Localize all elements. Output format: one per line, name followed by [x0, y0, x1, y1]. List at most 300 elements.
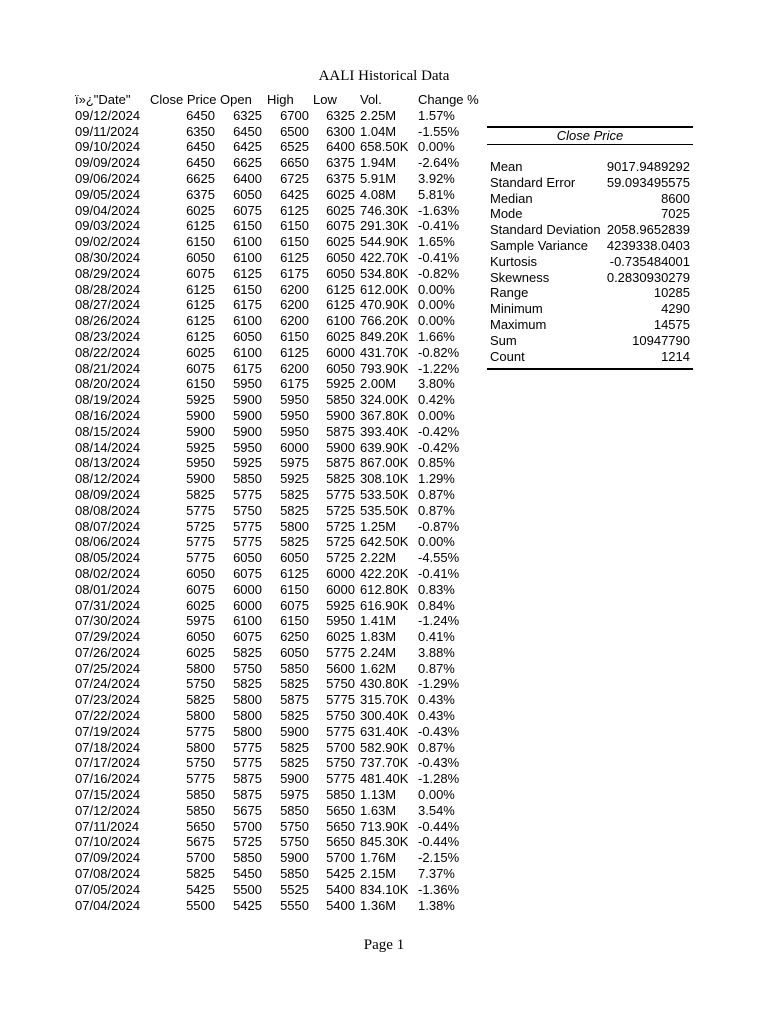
cell-high: 5825 [280, 708, 309, 724]
cell-change: 0.00% [418, 281, 455, 297]
cell-low: 5850 [326, 392, 355, 408]
cell-date: 07/09/2024 [75, 850, 141, 866]
header-close-price: Close Price [150, 92, 217, 107]
cell-date: 08/09/2024 [75, 486, 141, 502]
cell-low: 6025 [326, 328, 355, 344]
cell-low: 6400 [326, 139, 355, 155]
cell-high: 5950 [280, 423, 309, 439]
cell-change: -1.36% [418, 881, 460, 897]
cell-open: 5750 [233, 502, 262, 518]
cell-date: 08/23/2024 [75, 328, 141, 344]
cell-close-price: 5825 [186, 486, 215, 502]
cell-close-price: 5925 [186, 439, 215, 455]
cell-change: 0.00% [418, 787, 455, 803]
stat-row [487, 301, 693, 317]
cell-high: 5975 [280, 455, 309, 471]
cell-volume: 422.70K [360, 249, 409, 265]
cell-date: 08/05/2024 [75, 550, 141, 566]
cell-change: 0.00% [418, 297, 455, 313]
cell-change: 0.43% [418, 708, 455, 724]
cell-change: 3.92% [418, 170, 455, 186]
cell-change: 0.84% [418, 597, 455, 613]
cell-close-price: 6450 [186, 139, 215, 155]
cell-high: 5950 [280, 392, 309, 408]
cell-volume: 2.22M [360, 550, 397, 566]
cell-low: 5650 [326, 834, 355, 850]
header-volume: Vol. [360, 92, 382, 107]
stat-label: Standard Deviation [490, 222, 601, 238]
cell-open: 5800 [233, 692, 262, 708]
stat-label: Mode [490, 206, 523, 222]
stat-label: Sum [490, 332, 517, 348]
cell-volume: 713.90K [360, 818, 409, 834]
cell-open: 5900 [233, 423, 262, 439]
cell-change: -0.41% [418, 218, 460, 234]
cell-open: 5775 [233, 534, 262, 550]
cell-close-price: 5825 [186, 866, 215, 882]
cell-open: 5675 [233, 802, 262, 818]
cell-high: 5975 [280, 787, 309, 803]
cell-date: 08/21/2024 [75, 360, 141, 376]
cell-close-price: 5425 [186, 881, 215, 897]
cell-open: 6100 [233, 249, 262, 265]
cell-open: 5825 [233, 644, 262, 660]
cell-close-price: 6075 [186, 265, 215, 281]
cell-date: 09/09/2024 [75, 155, 141, 171]
cell-change: 1.57% [418, 107, 455, 123]
stat-row [487, 333, 693, 349]
cell-open: 6050 [233, 550, 262, 566]
cell-date: 07/16/2024 [75, 771, 141, 787]
cell-low: 5650 [326, 818, 355, 834]
cell-high: 6150 [280, 234, 309, 250]
cell-close-price: 5775 [186, 502, 215, 518]
cell-high: 5525 [280, 881, 309, 897]
cell-open: 6075 [233, 565, 262, 581]
cell-volume: 845.30K [360, 834, 409, 850]
stat-label: Kurtosis [490, 253, 537, 269]
cell-low: 6125 [326, 297, 355, 313]
cell-date: 07/23/2024 [75, 692, 141, 708]
cell-change: 0.00% [418, 534, 455, 550]
stat-label: Maximum [490, 316, 547, 332]
cell-close-price: 6625 [186, 170, 215, 186]
cell-open: 5775 [233, 518, 262, 534]
cell-open: 5825 [233, 676, 262, 692]
cell-close-price: 6050 [186, 629, 215, 645]
cell-change: 5.81% [418, 186, 455, 202]
cell-change: -0.43% [418, 723, 460, 739]
cell-change: -1.24% [418, 613, 460, 629]
cell-open: 5725 [233, 834, 262, 850]
cell-volume: 1.36M [360, 897, 397, 913]
cell-open: 6175 [233, 360, 262, 376]
cell-change: 0.41% [418, 629, 455, 645]
stat-label: Skewness [490, 269, 550, 285]
cell-close-price: 5850 [186, 802, 215, 818]
cell-open: 5775 [233, 755, 262, 771]
cell-open: 6425 [233, 139, 262, 155]
cell-change: 3.88% [418, 644, 455, 660]
cell-change: -0.42% [418, 439, 460, 455]
cell-close-price: 5975 [186, 613, 215, 629]
stat-row [487, 175, 693, 191]
cell-close-price: 5900 [186, 423, 215, 439]
cell-open: 6400 [233, 170, 262, 186]
cell-change: -0.82% [418, 265, 460, 281]
cell-low: 5700 [326, 739, 355, 755]
cell-high: 6200 [280, 360, 309, 376]
cell-date: 08/20/2024 [75, 376, 141, 392]
cell-change: 1.38% [418, 897, 455, 913]
cell-change: -0.41% [418, 249, 460, 265]
cell-date: 08/02/2024 [75, 565, 141, 581]
stat-label: Median [490, 190, 533, 206]
cell-low: 5725 [326, 534, 355, 550]
cell-high: 5825 [280, 739, 309, 755]
stat-row [487, 317, 693, 333]
cell-date: 08/29/2024 [75, 265, 141, 281]
cell-high: 6175 [280, 265, 309, 281]
cell-change: 3.80% [418, 376, 455, 392]
stat-value: 10285 [653, 285, 690, 301]
cell-close-price: 6025 [186, 344, 215, 360]
cell-high: 5550 [280, 897, 309, 913]
header-open: Open [220, 92, 252, 107]
stat-value: -0.735484001 [609, 253, 690, 269]
cell-high: 5750 [280, 818, 309, 834]
cell-change: -0.43% [418, 755, 460, 771]
cell-change: 0.85% [418, 455, 455, 471]
cell-change: -0.42% [418, 423, 460, 439]
stat-row [487, 191, 693, 207]
cell-volume: 367.80K [360, 407, 409, 423]
cell-low: 5875 [326, 423, 355, 439]
cell-low: 5850 [326, 787, 355, 803]
cell-close-price: 5850 [186, 787, 215, 803]
cell-close-price: 6350 [186, 123, 215, 139]
cell-change: 0.00% [418, 313, 455, 329]
cell-open: 6175 [233, 297, 262, 313]
cell-date: 09/06/2024 [75, 170, 141, 186]
cell-volume: 1.04M [360, 123, 397, 139]
cell-close-price: 5800 [186, 739, 215, 755]
cell-change: 1.65% [418, 234, 455, 250]
cell-low: 6000 [326, 344, 355, 360]
cell-high: 6200 [280, 281, 309, 297]
cell-close-price: 6150 [186, 376, 215, 392]
cell-open: 5425 [233, 897, 262, 913]
cell-open: 5750 [233, 660, 262, 676]
stat-value: 2058.9652839 [606, 222, 690, 238]
cell-high: 6500 [280, 123, 309, 139]
cell-open: 6000 [233, 581, 262, 597]
cell-change: -0.44% [418, 818, 460, 834]
cell-low: 6300 [326, 123, 355, 139]
cell-date: 08/15/2024 [75, 423, 141, 439]
cell-low: 5400 [326, 897, 355, 913]
cell-high: 6075 [280, 597, 309, 613]
cell-close-price: 6450 [186, 107, 215, 123]
cell-change: 0.87% [418, 660, 455, 676]
cell-close-price: 6125 [186, 297, 215, 313]
cell-close-price: 6025 [186, 597, 215, 613]
cell-date: 07/25/2024 [75, 660, 141, 676]
cell-open: 6625 [233, 155, 262, 171]
cell-low: 6025 [326, 186, 355, 202]
cell-date: 08/28/2024 [75, 281, 141, 297]
cell-date: 08/12/2024 [75, 471, 141, 487]
cell-volume: 737.70K [360, 755, 409, 771]
cell-open: 6100 [233, 313, 262, 329]
cell-volume: 849.20K [360, 328, 409, 344]
cell-close-price: 6125 [186, 313, 215, 329]
cell-low: 5600 [326, 660, 355, 676]
cell-volume: 1.25M [360, 518, 397, 534]
cell-high: 5925 [280, 471, 309, 487]
cell-volume: 1.41M [360, 613, 397, 629]
cell-volume: 2.00M [360, 376, 397, 392]
cell-open: 6000 [233, 597, 262, 613]
cell-date: 07/29/2024 [75, 629, 141, 645]
cell-change: 0.87% [418, 739, 455, 755]
cell-low: 5700 [326, 850, 355, 866]
cell-volume: 300.40K [360, 708, 409, 724]
cell-volume: 1.94M [360, 155, 397, 171]
cell-low: 6050 [326, 265, 355, 281]
stat-row [487, 270, 693, 286]
cell-close-price: 6375 [186, 186, 215, 202]
cell-volume: 2.25M [360, 107, 397, 123]
cell-date: 08/13/2024 [75, 455, 141, 471]
cell-high: 6525 [280, 139, 309, 155]
cell-open: 6100 [233, 613, 262, 629]
cell-volume: 2.15M [360, 866, 397, 882]
cell-high: 6000 [280, 439, 309, 455]
cell-open: 5775 [233, 739, 262, 755]
cell-low: 6100 [326, 313, 355, 329]
cell-high: 6125 [280, 249, 309, 265]
cell-high: 6125 [280, 202, 309, 218]
cell-high: 6150 [280, 218, 309, 234]
cell-low: 6000 [326, 581, 355, 597]
cell-open: 6075 [233, 629, 262, 645]
cell-change: -2.15% [418, 850, 460, 866]
cell-high: 5825 [280, 534, 309, 550]
cell-open: 6450 [233, 123, 262, 139]
cell-date: 08/19/2024 [75, 392, 141, 408]
stat-value: 9017.9489292 [606, 159, 690, 174]
cell-date: 07/19/2024 [75, 723, 141, 739]
cell-low: 6050 [326, 360, 355, 376]
cell-open: 5950 [233, 439, 262, 455]
cell-date: 07/18/2024 [75, 739, 141, 755]
stats-body [487, 159, 693, 364]
cell-change: -1.28% [418, 771, 460, 787]
cell-date: 07/22/2024 [75, 708, 141, 724]
cell-date: 07/04/2024 [75, 897, 141, 913]
cell-date: 08/22/2024 [75, 344, 141, 360]
cell-volume: 612.80K [360, 581, 409, 597]
cell-high: 6150 [280, 613, 309, 629]
close-price-statistics [487, 126, 693, 370]
stat-value: 4290 [661, 301, 690, 317]
cell-volume: 639.90K [360, 439, 409, 455]
cell-open: 5850 [233, 471, 262, 487]
stat-label: Mean [490, 159, 523, 174]
cell-open: 5700 [233, 818, 262, 834]
cell-close-price: 5925 [186, 392, 215, 408]
cell-volume: 4.08M [360, 186, 397, 202]
cell-low: 5750 [326, 676, 355, 692]
cell-high: 6725 [280, 170, 309, 186]
cell-high: 5800 [280, 518, 309, 534]
cell-high: 5875 [280, 692, 309, 708]
cell-volume: 642.50K [360, 534, 409, 550]
cell-date: 08/26/2024 [75, 313, 141, 329]
cell-change: -0.41% [418, 565, 460, 581]
cell-close-price: 6150 [186, 234, 215, 250]
cell-volume: 308.10K [360, 471, 409, 487]
cell-high: 5900 [280, 850, 309, 866]
cell-low: 5925 [326, 597, 355, 613]
cell-volume: 2.24M [360, 644, 397, 660]
cell-low: 6075 [326, 218, 355, 234]
cell-volume: 766.20K [360, 313, 409, 329]
cell-volume: 5.91M [360, 170, 397, 186]
cell-change: 0.43% [418, 692, 455, 708]
page-title: AALI Historical Data [318, 68, 450, 84]
cell-high: 5825 [280, 755, 309, 771]
cell-open: 5900 [233, 392, 262, 408]
stat-row [487, 254, 693, 270]
cell-low: 5775 [326, 644, 355, 660]
cell-low: 5400 [326, 881, 355, 897]
cell-high: 5900 [280, 723, 309, 739]
cell-date: 09/04/2024 [75, 202, 141, 218]
cell-low: 5750 [326, 755, 355, 771]
stat-value: 0.2830930279 [606, 269, 690, 285]
cell-close-price: 5800 [186, 660, 215, 676]
cell-close-price: 5775 [186, 771, 215, 787]
stat-value: 14575 [653, 316, 690, 332]
cell-high: 6050 [280, 644, 309, 660]
stat-value: 8600 [661, 190, 690, 206]
cell-low: 5425 [326, 866, 355, 882]
cell-low: 6025 [326, 202, 355, 218]
cell-low: 5925 [326, 376, 355, 392]
cell-low: 6025 [326, 234, 355, 250]
stat-label: Count [490, 348, 525, 364]
cell-date: 07/31/2024 [75, 597, 141, 613]
cell-volume: 1.83M [360, 629, 397, 645]
cell-date: 08/16/2024 [75, 407, 141, 423]
cell-low: 5725 [326, 550, 355, 566]
cell-close-price: 6025 [186, 644, 215, 660]
cell-volume: 658.50K [360, 139, 409, 155]
cell-open: 6150 [233, 218, 262, 234]
stat-label: Minimum [490, 301, 543, 317]
cell-open: 5875 [233, 787, 262, 803]
cell-change: -0.82% [418, 344, 460, 360]
cell-high: 6175 [280, 376, 309, 392]
cell-volume: 544.90K [360, 234, 409, 250]
stat-row [487, 159, 693, 175]
cell-volume: 867.00K [360, 455, 409, 471]
cell-close-price: 6125 [186, 281, 215, 297]
cell-date: 07/08/2024 [75, 866, 141, 882]
cell-high: 5750 [280, 834, 309, 850]
cell-close-price: 6050 [186, 565, 215, 581]
cell-volume: 1.63M [360, 802, 397, 818]
stat-value: 59.093495575 [606, 174, 690, 190]
cell-open: 6100 [233, 234, 262, 250]
cell-low: 6050 [326, 249, 355, 265]
cell-close-price: 6125 [186, 218, 215, 234]
cell-change: 3.54% [418, 802, 455, 818]
cell-low: 5825 [326, 471, 355, 487]
stat-value: 4239338.0403 [606, 237, 690, 253]
cell-close-price: 6125 [186, 328, 215, 344]
cell-change: 0.87% [418, 502, 455, 518]
cell-change: 0.00% [418, 139, 455, 155]
cell-volume: 291.30K [360, 218, 409, 234]
cell-open: 5925 [233, 455, 262, 471]
cell-close-price: 6450 [186, 155, 215, 171]
cell-high: 5825 [280, 676, 309, 692]
cell-high: 6200 [280, 297, 309, 313]
cell-high: 6200 [280, 313, 309, 329]
cell-close-price: 6050 [186, 249, 215, 265]
cell-date: 07/30/2024 [75, 613, 141, 629]
cell-low: 5775 [326, 486, 355, 502]
header-change: Change % [418, 92, 479, 107]
cell-volume: 1.76M [360, 850, 397, 866]
cell-volume: 612.00K [360, 281, 409, 297]
cell-open: 5800 [233, 723, 262, 739]
cell-close-price: 6025 [186, 202, 215, 218]
cell-date: 08/27/2024 [75, 297, 141, 313]
cell-date: 09/11/2024 [75, 123, 140, 139]
cell-high: 6250 [280, 629, 309, 645]
cell-volume: 631.40K [360, 723, 409, 739]
cell-date: 07/15/2024 [75, 787, 141, 803]
cell-close-price: 5500 [186, 897, 215, 913]
stat-value: 7025 [661, 206, 690, 222]
cell-high: 6700 [280, 107, 309, 123]
cell-volume: 324.00K [360, 392, 409, 408]
cell-open: 6100 [233, 344, 262, 360]
cell-change: -2.64% [418, 155, 460, 171]
cell-close-price: 5675 [186, 834, 215, 850]
cell-high: 6425 [280, 186, 309, 202]
cell-open: 5875 [233, 771, 262, 787]
cell-open: 5950 [233, 376, 262, 392]
cell-date: 09/10/2024 [75, 139, 141, 155]
cell-change: -1.55% [418, 123, 460, 139]
stat-row [487, 206, 693, 222]
cell-high: 6125 [280, 565, 309, 581]
cell-change: -1.63% [418, 202, 460, 218]
stat-row [487, 238, 693, 254]
cell-high: 6150 [280, 581, 309, 597]
cell-high: 6150 [280, 328, 309, 344]
cell-high: 5900 [280, 771, 309, 787]
cell-date: 07/24/2024 [75, 676, 141, 692]
cell-change: 0.87% [418, 486, 455, 502]
cell-volume: 582.90K [360, 739, 409, 755]
cell-change: -0.44% [418, 834, 460, 850]
